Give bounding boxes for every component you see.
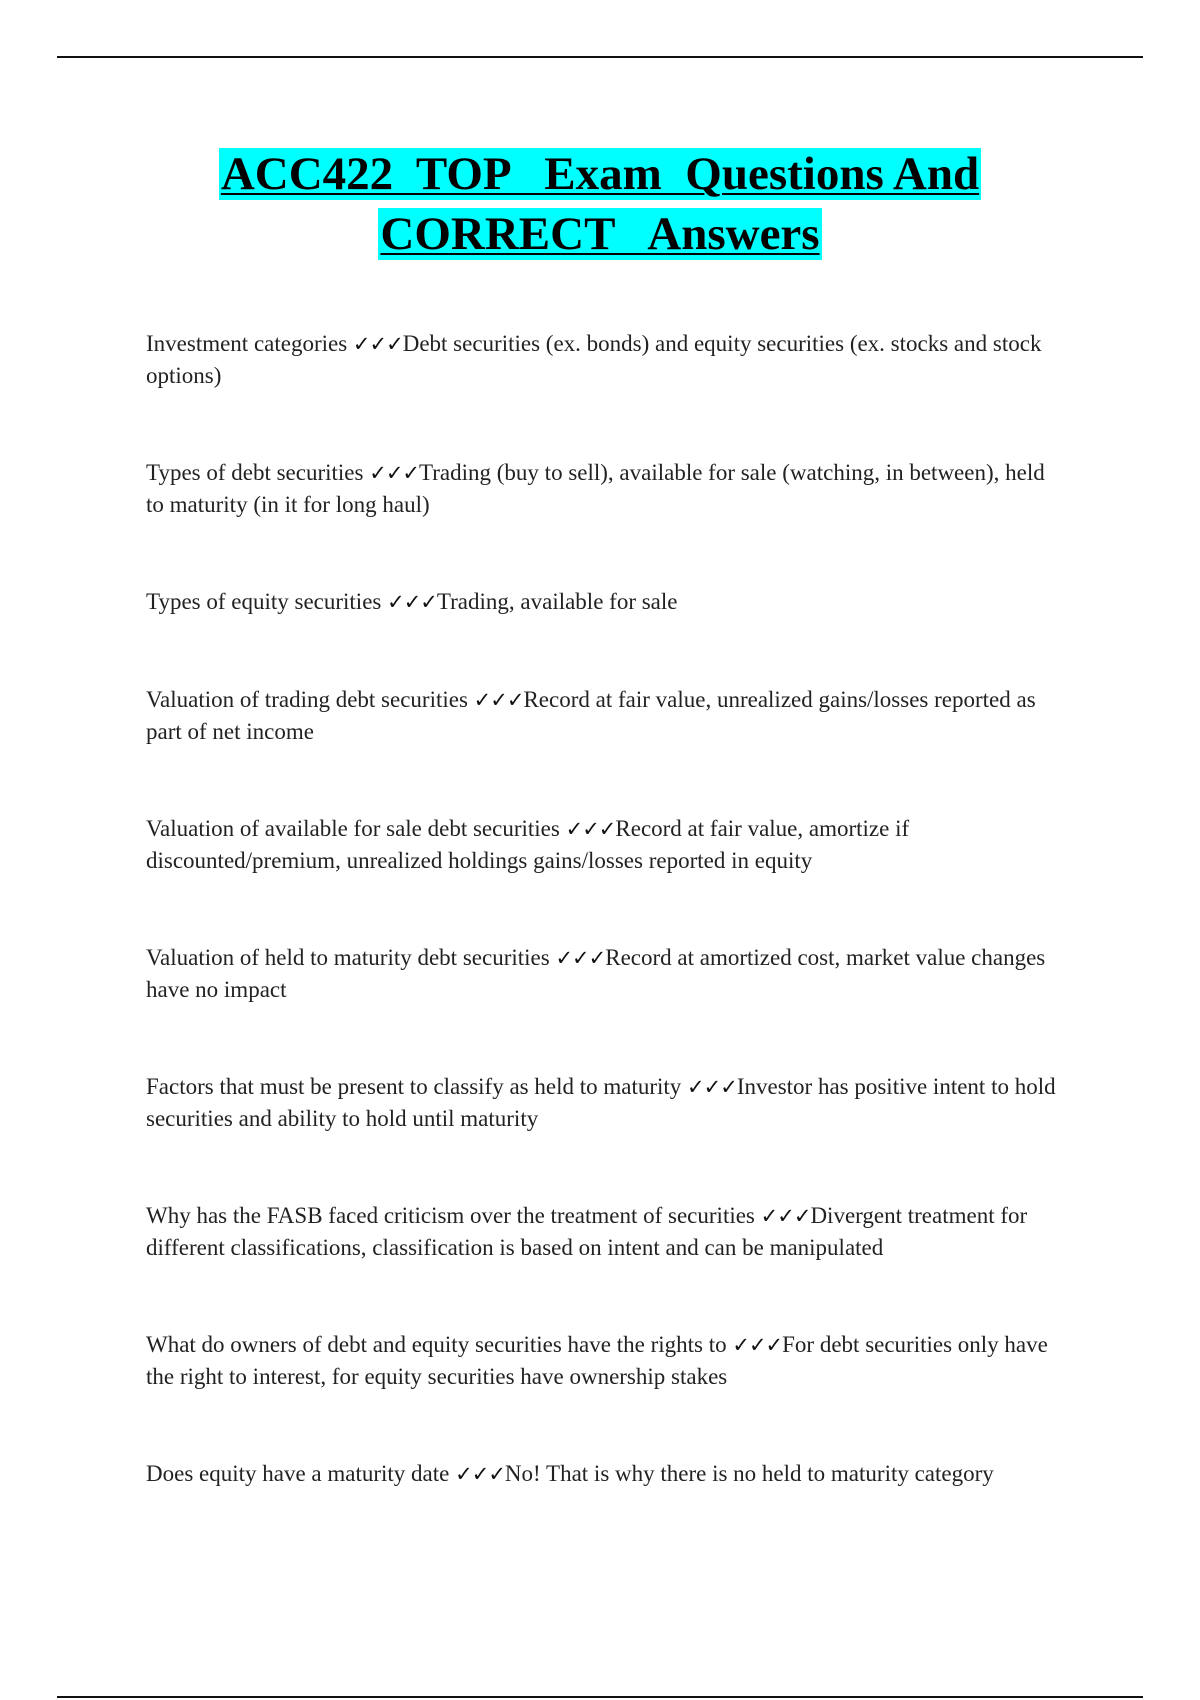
- check-marks-icon: ✓✓✓: [369, 461, 420, 485]
- question-text: Investment categories: [146, 331, 353, 356]
- qa-item: [146, 942, 1066, 1005]
- question-text: Factors that must be present to classify as held to maturity: [146, 1074, 688, 1099]
- check-marks-icon: ✓✓✓: [565, 817, 616, 841]
- check-marks-icon: ✓✓✓: [352, 332, 403, 356]
- title-line-1: ACC422 TOP Exam Questions And: [220, 148, 980, 200]
- question-text: Types of equity securities: [146, 589, 388, 614]
- question-text: Does equity have a maturity date: [146, 1461, 456, 1486]
- qa-item: [146, 684, 1066, 747]
- question-text: Why has the FASB faced criticism over the treatment of securities: [146, 1203, 761, 1228]
- qa-list: [146, 328, 1066, 1490]
- check-marks-icon: ✓✓✓: [455, 1462, 505, 1486]
- question-text: Valuation of trading debt securities: [146, 687, 474, 712]
- answer-text: Divergent treatment for different classifications, classification is based on intent and can be manipulated: [146, 1203, 1028, 1260]
- check-marks-icon: ✓✓✓: [760, 1204, 811, 1228]
- answer-text: Record at amortized cost, market value changes have no impact: [146, 945, 1046, 1002]
- bottom-divider: [57, 1696, 1143, 1698]
- answer-text: No! That is why there is no held to maturity category: [504, 1461, 994, 1486]
- answer-text: For debt securities only have the right to interest, for equity securities have ownership stakes: [146, 1332, 1048, 1389]
- qa-item: [146, 586, 1066, 618]
- qa-item: [146, 1329, 1066, 1392]
- question-text: Valuation of available for sale debt securities: [146, 816, 566, 841]
- question-text: Types of debt securities: [146, 460, 370, 485]
- question-text: Valuation of held to maturity debt securities: [146, 945, 556, 970]
- answer-text: Trading (buy to sell), available for sale (watching, in between), held to maturity (in it for long haul): [146, 460, 1045, 517]
- answer-text: Investor has positive intent to hold securities and ability to hold until maturity: [146, 1074, 1056, 1131]
- top-divider: [57, 56, 1143, 58]
- check-marks-icon: ✓✓✓: [687, 1075, 737, 1099]
- check-marks-icon: ✓✓✓: [555, 946, 606, 970]
- qa-item: [146, 813, 1066, 876]
- qa-item: [146, 1071, 1066, 1134]
- qa-item: [146, 328, 1066, 391]
- title-line-2: CORRECT Answers: [380, 208, 820, 260]
- check-marks-icon: ✓✓✓: [473, 688, 524, 712]
- answer-text: Debt securities (ex. bonds) and equity securities (ex. stocks and stock options): [146, 331, 1042, 388]
- answer-text: Record at fair value, unrealized gains/losses reported as part of net income: [146, 687, 1036, 744]
- check-marks-icon: ✓✓✓: [387, 590, 437, 614]
- document-title: [0, 144, 1200, 264]
- qa-item: [146, 1200, 1066, 1263]
- qa-item: [146, 457, 1066, 520]
- answer-text: Trading, available for sale: [436, 589, 678, 614]
- answer-text: Record at fair value, amortize if discounted/premium, unrealized holdings gains/losses reported in equity: [146, 816, 910, 873]
- qa-item: [146, 1458, 1066, 1490]
- check-marks-icon: ✓✓✓: [732, 1333, 783, 1357]
- question-text: What do owners of debt and equity securities have the rights to: [146, 1332, 733, 1357]
